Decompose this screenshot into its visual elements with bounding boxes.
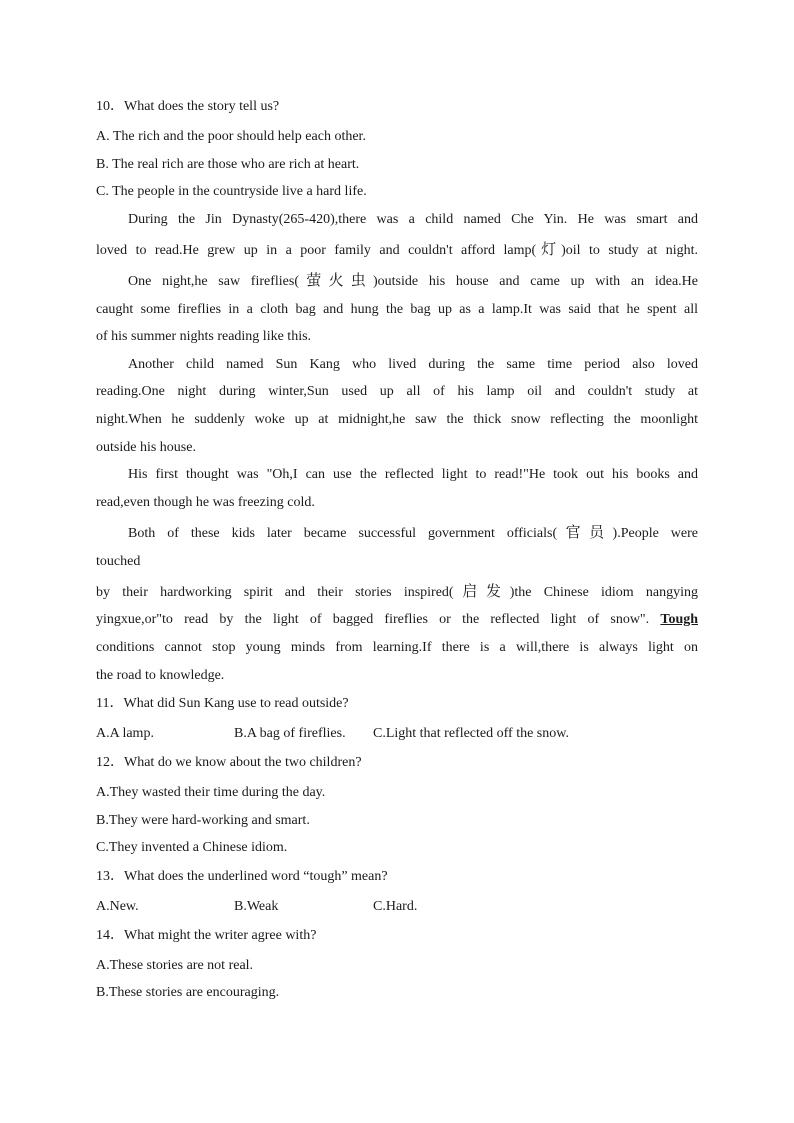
passage-p6-line2 (96, 611, 698, 629)
q12-option-b: B.They were hard-working and smart. (96, 813, 310, 828)
passage-p1-line2 (96, 240, 698, 260)
text-span: by their hardworking spirit and their stories inspired( (96, 585, 454, 600)
text-span: yingxue,or"to read by the light of bagged fireflies or the reflected light of snow". (96, 612, 650, 627)
passage-p2-line1 (128, 271, 698, 291)
q14-option-b: B.These stories are encouraging. (96, 985, 280, 1000)
text-span: )oil to study at night. (561, 243, 698, 258)
q13-option-c: C.Hard. (373, 899, 418, 914)
passage-p3-line4: outside his house. (96, 440, 196, 455)
passage-p6-line4: the road to knowledge. (96, 668, 225, 683)
q11-option-c: C.Light that reflected off the snow. (373, 726, 569, 741)
text-span: Both of these kids later became successful government officials( (128, 526, 558, 541)
chinese-gloss: 官员 (557, 523, 613, 541)
passage-p3-line1: Another child named Sun Kang who lived during the same time period also loved (128, 357, 698, 372)
passage-p4-line2: read,even though he was freezing cold. (96, 495, 315, 510)
q13-option-a: A.New. (96, 899, 139, 914)
q11-option-a: A.A lamp. (96, 726, 154, 741)
q12-stem: 12．What do we know about the two children? (96, 755, 362, 770)
passage-p5-line1 (128, 523, 698, 543)
q10-option-c: C. The people in the countryside live a hard life. (96, 184, 367, 199)
passage-p4-line1: His first thought was "Oh,I can use the reflected light to read!"He took out his books and (128, 467, 698, 482)
text-span: One night,he saw fireflies( (128, 274, 300, 289)
q12-option-a: A.They wasted their time during the day. (96, 785, 326, 800)
passage-p6-line1 (96, 582, 698, 602)
q13-option-b: B.Weak (234, 899, 279, 914)
passage-p2-line2: caught some fireflies in a cloth bag and hung the bag up as a lamp.It was said that he spent all (96, 302, 698, 317)
q14-option-a: A.These stories are not real. (96, 958, 254, 973)
text-span: ).People were (612, 526, 698, 541)
q13-stem: 13．What does the underlined word “tough” mean? (96, 869, 388, 884)
q11-option-b: B.A bag of fireflies. (234, 726, 346, 741)
passage-p5-line2: touched (96, 554, 141, 569)
passage-p3-line3: night.When he suddenly woke up at midnight,he saw the thick snow reflecting the moonlight (96, 412, 698, 427)
chinese-gloss: 萤火虫 (299, 271, 373, 289)
passage-p6-line3: conditions cannot stop young minds from learning.If there is a will,there is always light on (96, 640, 698, 655)
q10-stem: 10．What does the story tell us? (96, 99, 280, 114)
q12-option-c: C.They invented a Chinese idiom. (96, 840, 288, 855)
text-span: )outside his house and came up with an idea.He (372, 274, 698, 289)
q11-stem: 11．What did Sun Kang use to read outside? (96, 696, 349, 711)
passage-p3-line2: reading.One night during winter,Sun used up all of his lamp oil and couldn't study at (96, 384, 698, 399)
passage-p2-line3: of his summer nights reading like this. (96, 329, 312, 344)
passage-p1-line1: During the Jin Dynasty(265-420),there was a child named Che Yin. He was smart and (128, 212, 698, 227)
text-span: loved to read.He grew up in a poor family and couldn't afford lamp( (96, 243, 537, 258)
q14-stem: 14．What might the writer agree with? (96, 928, 317, 943)
chinese-gloss: 灯 (536, 240, 562, 258)
q10-option-a: A. The rich and the poor should help each other. (96, 129, 366, 144)
underlined-word-tough: Tough (660, 612, 699, 627)
q10-option-b: B. The real rich are those who are rich at heart. (96, 157, 360, 172)
text-span: )the Chinese idiom nangying (509, 585, 698, 600)
chinese-gloss: 启发 (453, 582, 510, 600)
